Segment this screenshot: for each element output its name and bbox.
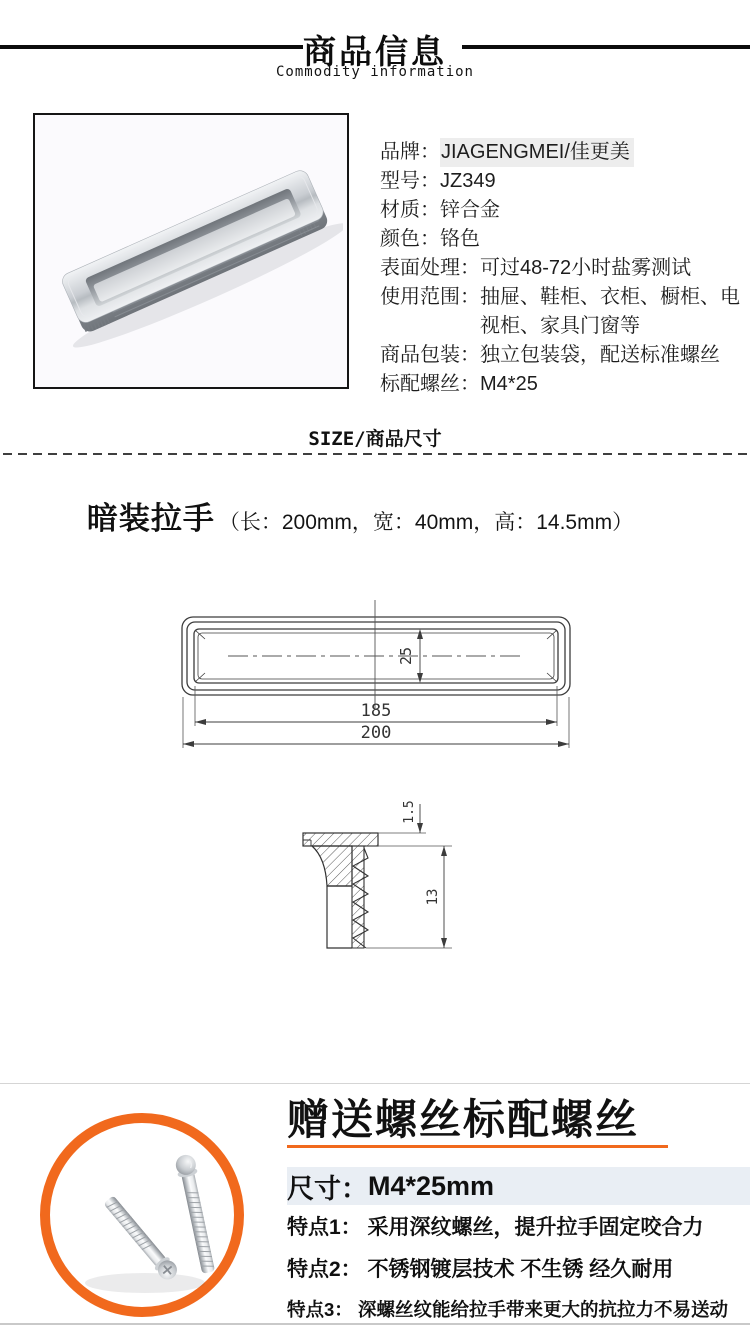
spec-label: 材质： — [380, 199, 440, 221]
spec-label: 表面处理： — [380, 257, 480, 279]
feature-1 — [287, 1211, 750, 1241]
size-section-title: SIZE/商品尺寸 — [308, 428, 442, 450]
spec-value: 抽屉、鞋柜、衣柜、橱柜、电视柜、家具门窗等 — [480, 286, 740, 337]
screws-image — [50, 1123, 234, 1307]
feature-text: 深螺丝纹能给拉手带来更大的抗拉力不易送动 — [357, 1299, 728, 1320]
page-subtitle: Commodity information — [275, 64, 474, 80]
feature-label: 特点3： — [287, 1299, 353, 1320]
feature-text: 采用深纹螺丝，提升拉手固定咬合力 — [367, 1216, 704, 1239]
screw-size-label: 尺寸： — [287, 1173, 368, 1204]
screw-size-bar — [287, 1167, 750, 1205]
feature-text: 不锈钢镀层技术 不生锈 经久耐用 — [367, 1258, 674, 1281]
product-image — [33, 113, 349, 389]
handle-dimensions: （长：200mm，宽：40mm，高：14.5mm） — [218, 511, 634, 534]
screws-image-ring — [40, 1113, 244, 1317]
spec-row-surface — [380, 254, 742, 283]
spec-value-highlighted: JIAGENGMEI/佳更美 — [440, 138, 634, 167]
screw-size-value: M4*25mm — [368, 1170, 495, 1201]
dim-inner-width-label: 185 — [360, 701, 392, 721]
screw-phillips — [101, 1193, 181, 1283]
chrome-handle-illustration — [35, 115, 343, 383]
feature-3 — [287, 1296, 750, 1322]
gift-title: 赠送螺丝标配螺丝 — [287, 1096, 640, 1143]
screw-standing — [174, 1153, 219, 1275]
gift-screws-section — [0, 1083, 750, 1325]
handle-name: 暗装拉手 — [86, 501, 215, 536]
feature-label: 特点2： — [287, 1258, 362, 1281]
spec-row-brand — [380, 138, 742, 167]
spec-list — [380, 138, 742, 399]
spec-label: 品牌： — [380, 141, 440, 163]
spec-value: 可过48-72小时盐雾测试 — [480, 257, 692, 279]
dim-inner-height-label: 25 — [397, 646, 415, 666]
spec-value: 锌合金 — [440, 199, 500, 221]
spec-label: 颜色： — [380, 228, 440, 250]
spec-label: 标配螺丝： — [380, 373, 480, 395]
spec-label: 型号： — [380, 170, 440, 192]
spec-row-package — [380, 341, 742, 370]
spec-value: JZ349 — [440, 170, 496, 192]
feature-2 — [287, 1253, 750, 1283]
dim-outer-width-label: 200 — [360, 723, 392, 743]
dim-lip-thickness-label: 1.5 — [402, 800, 417, 824]
spec-value: 独立包装袋，配送标准螺丝 — [480, 344, 720, 366]
spec-row-usage — [380, 283, 742, 341]
spec-row-screw — [380, 370, 742, 399]
spec-row-material — [380, 196, 742, 225]
dim-depth-label: 13 — [425, 888, 441, 906]
side-view-drawing — [292, 792, 462, 960]
top-view-drawing — [168, 586, 592, 764]
spec-label: 使用范围： — [380, 286, 480, 308]
handle-heading — [0, 493, 750, 538]
dashed-divider — [3, 453, 747, 455]
spec-value: 铬色 — [440, 228, 480, 250]
gift-title-underline — [287, 1145, 668, 1148]
spec-value: M4*25 — [480, 373, 538, 395]
page-title: 商品信息 — [303, 33, 447, 70]
spec-row-color — [380, 225, 742, 254]
spec-row-model — [380, 167, 742, 196]
feature-label: 特点1： — [287, 1216, 362, 1239]
spec-label: 商品包装： — [380, 344, 480, 366]
